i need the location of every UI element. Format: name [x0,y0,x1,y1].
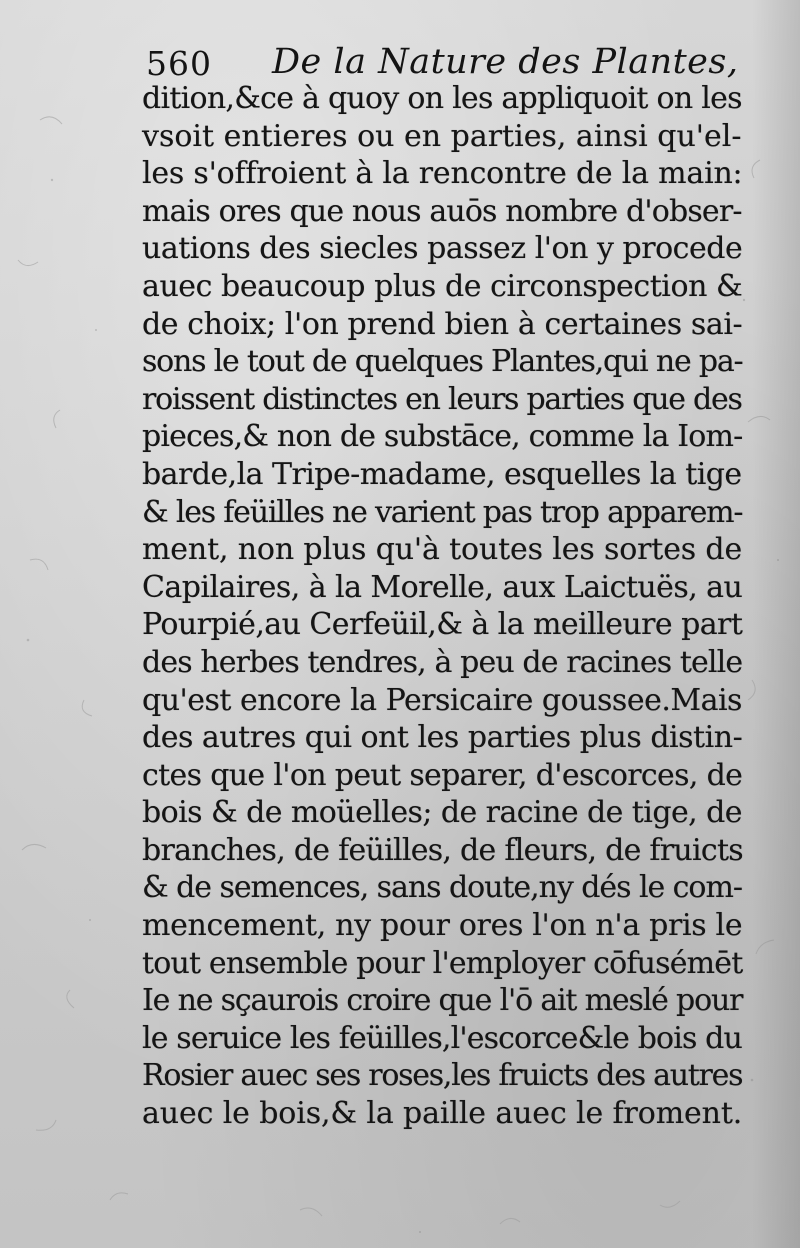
text-line: Rosier auec ses roses,les fruicts des autres [142,1058,743,1094]
text-line: le seruice les feüilles,l'escorce&le bois du [142,1020,742,1056]
text-line: Pourpié,au Cerfeüil,& à la meilleure part [142,607,743,643]
text-line: branches, de feüilles, de fleurs, de fruicts [142,832,743,868]
text-line: de choix; l'on prend bien à certaines sai- [142,306,743,342]
text-line: Ie ne sçaurois croire que l'ō ait meslé pour [142,983,743,1019]
running-title: De la Nature des Plantes, [272,42,739,82]
text-line: bois & de moüelles; de racine de tige, de [142,795,742,831]
text-line: uations des siecles passez l'on y procede [142,231,743,267]
text-line: sons le tout de quelques Plantes,qui ne pa- [142,344,743,380]
text-line: auec beaucoup plus de circonspection & [142,268,743,304]
page-edge-shadow [752,0,800,1248]
text-line: ment, non plus qu'à toutes les sortes de [142,532,743,568]
text-line: tout ensemble pour l'employer cōfusémēt [142,945,743,981]
text-line: dition,&ce à quoy on les appliquoit on les [142,81,742,116]
text-line: auec le bois,& la paille auec le froment. [142,1096,743,1132]
text-line: des autres qui ont les parties plus distin- [142,720,743,756]
text-line: barde,la Tripe-madame, esquelles la tige [142,456,742,492]
text-line: vsoit entieres ou en parties, ainsi qu'el- [142,118,742,154]
text-line: roissent distinctes en leurs parties que des [142,381,742,417]
text-line: mencement, ny pour ores l'on n'a pris le [142,908,743,944]
text-line: & les feüilles ne varient pas trop apparem- [142,494,743,530]
text-line: & de semences, sans doute,ny dés le com- [142,870,742,906]
text-line: pieces,& non de substāce, comme la Iom- [142,419,743,455]
text-line: les s'offroient à la rencontre de la main: [142,156,743,192]
page-number: 560 [146,44,212,83]
body-text [142,80,742,1133]
text-line: Capilaires, à la Morelle, aux Laictuës, au [142,569,743,605]
text-line: des herbes tendres, à peu de racines telle [142,644,743,680]
text-line: ctes que l'on peut separer, d'escorces, de [142,757,743,793]
text-line: mais ores que nous auōs nombre d'obser- [142,193,742,229]
text-line: qu'est encore la Persicaire goussee.Mais [142,682,742,718]
